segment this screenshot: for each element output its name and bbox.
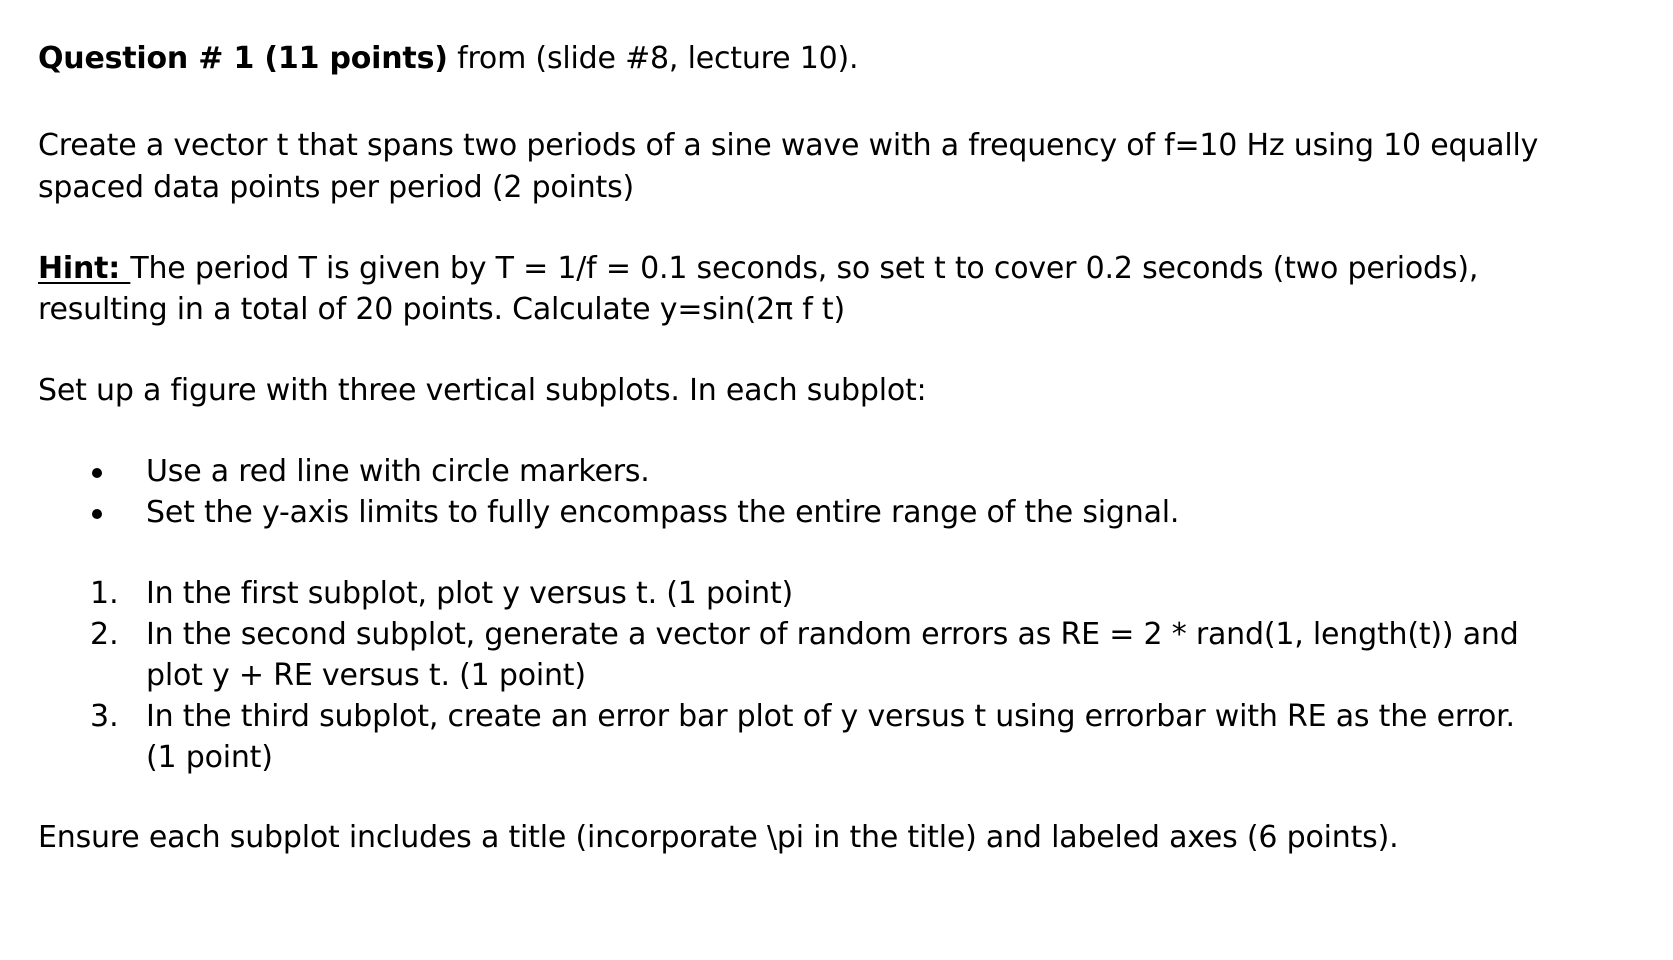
item-text-continued: (1 point) bbox=[146, 740, 273, 775]
question-title-source: from (slide #8, lecture 10). bbox=[447, 41, 859, 76]
item-number: 1. bbox=[90, 576, 119, 611]
item-text: In the second subplot, generate a vector of random errors as RE = 2 * rand(1, length(t)) and bbox=[146, 617, 1519, 652]
setup-text: Set up a figure with three vertical subplots. In each subplot: bbox=[38, 373, 927, 408]
hint-text-1: The period T is given by T = 1/f = 0.1 seconds, so set t to cover 0.2 seconds (two periods), bbox=[130, 251, 1479, 286]
bullet-dot-icon bbox=[92, 509, 102, 519]
item-text-continued: plot y + RE versus t. (1 point) bbox=[146, 658, 586, 693]
bullet-text: Use a red line with circle markers. bbox=[146, 454, 650, 489]
hint-line-1 bbox=[38, 247, 1478, 291]
bullet-dot-icon bbox=[92, 468, 102, 478]
item-text: In the third subplot, create an error bar plot of y versus t using errorbar with RE as the error. bbox=[146, 699, 1515, 734]
item-text: In the first subplot, plot y versus t. (1 point) bbox=[146, 576, 794, 611]
bullet-text: Set the y-axis limits to fully encompass the entire range of the signal. bbox=[146, 495, 1180, 530]
question-title-bold: Question # 1 (11 points) bbox=[38, 41, 448, 76]
item-number: 3. bbox=[90, 699, 119, 734]
intro-line-2: spaced data points per period (2 points) bbox=[38, 170, 635, 205]
closing-text: Ensure each subplot includes a title (incorporate \pi in the title) and labeled axes (6 points). bbox=[38, 820, 1399, 855]
hint-line-2: resulting in a total of 20 points. Calculate y=sin(2π f t) bbox=[38, 292, 845, 327]
question-heading bbox=[38, 37, 858, 81]
item-number: 2. bbox=[90, 617, 119, 652]
hint-label: Hint: bbox=[38, 251, 131, 286]
intro-line-1: Create a vector t that spans two periods of a sine wave with a frequency of f=10 Hz using 10 equally bbox=[38, 128, 1539, 163]
